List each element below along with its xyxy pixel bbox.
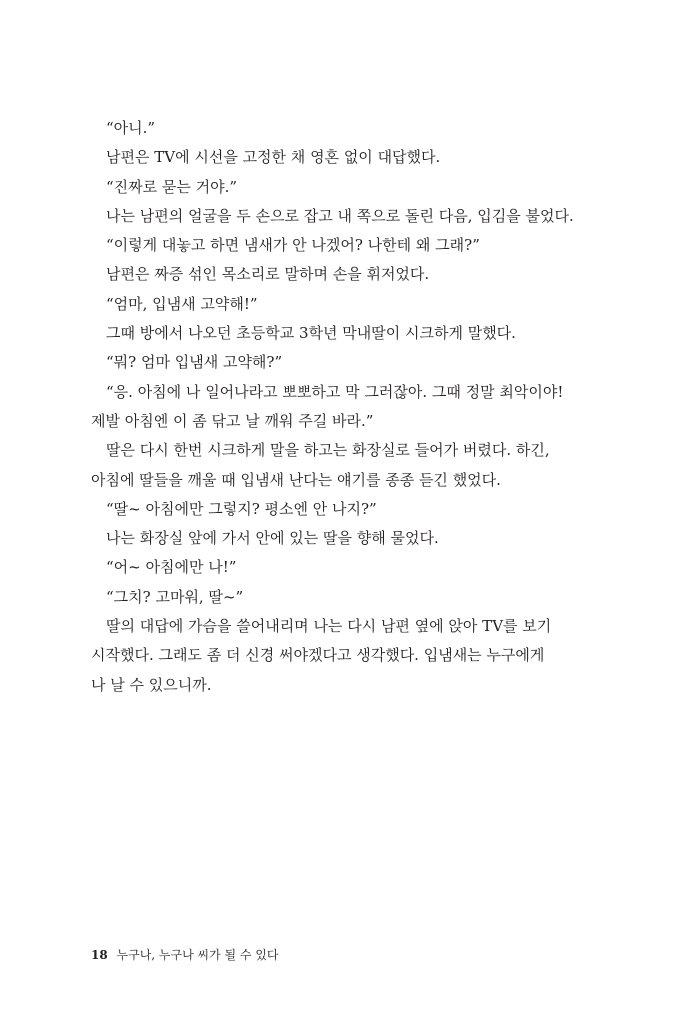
page-number: 18 bbox=[91, 948, 108, 962]
text-line: 시작했다. 그래도 좀 더 신경 써야겠다고 생각했다. 입냄새는 누구에게 bbox=[91, 646, 545, 665]
text-line: “뭐? 엄마 입냄새 고약해?” bbox=[106, 353, 283, 372]
text-line: “진짜로 묻는 거야.” bbox=[106, 177, 238, 196]
text-line: “엄마, 입냄새 고약해!” bbox=[106, 294, 258, 313]
text-line: “아니.” bbox=[106, 119, 156, 137]
text-line: 남편은 짜증 섞인 목소리로 말하며 손을 휘저었다. bbox=[106, 265, 430, 284]
text-line: 아침에 딸들을 깨울 때 입냄새 난다는 얘기를 종종 듣긴 했었다. bbox=[91, 470, 501, 489]
text-line: “어~ 아침에만 나!” bbox=[106, 558, 237, 577]
running-title: 누구나, 누구나 씨가 될 수 있다 bbox=[116, 948, 279, 962]
text-line: “그치? 고마워, 딸~” bbox=[106, 587, 244, 606]
page-footer bbox=[91, 946, 279, 963]
text-line: 나는 화장실 앞에 가서 안에 있는 딸을 향해 물었다. bbox=[106, 529, 439, 548]
text-line: “이렇게 대놓고 하면 냄새가 안 나겠어? 나한테 왜 그래?” bbox=[106, 236, 480, 255]
text-line: 딸은 다시 한번 시크하게 말을 하고는 화장실로 들어가 버렸다. 하긴, bbox=[106, 441, 550, 460]
text-line: 남편은 TV에 시선을 고정한 채 영혼 없이 대답했다. bbox=[106, 148, 441, 167]
body-text bbox=[91, 114, 574, 700]
text-line: 나는 남편의 얼굴을 두 손으로 잡고 내 쪽으로 돌린 다음, 입김을 불었다. bbox=[106, 206, 574, 225]
text-line: 나 날 수 있으니까. bbox=[91, 675, 212, 694]
text-line: 제발 아침엔 이 좀 닦고 날 깨워 주길 바라.” bbox=[91, 411, 374, 430]
text-line: 그때 방에서 나오던 초등학교 3학년 막내딸이 시크하게 말했다. bbox=[106, 324, 516, 343]
text-line: “딸~ 아침에만 그렇지? 평소엔 안 나지?” bbox=[106, 499, 377, 518]
text-line: “응. 아침에 나 일어나라고 뽀뽀하고 막 그러잖아. 그때 정말 최악이야! bbox=[106, 382, 564, 401]
text-line: 딸의 대답에 가슴을 쓸어내리며 나는 다시 남편 옆에 앉아 TV를 보기 bbox=[106, 617, 552, 636]
